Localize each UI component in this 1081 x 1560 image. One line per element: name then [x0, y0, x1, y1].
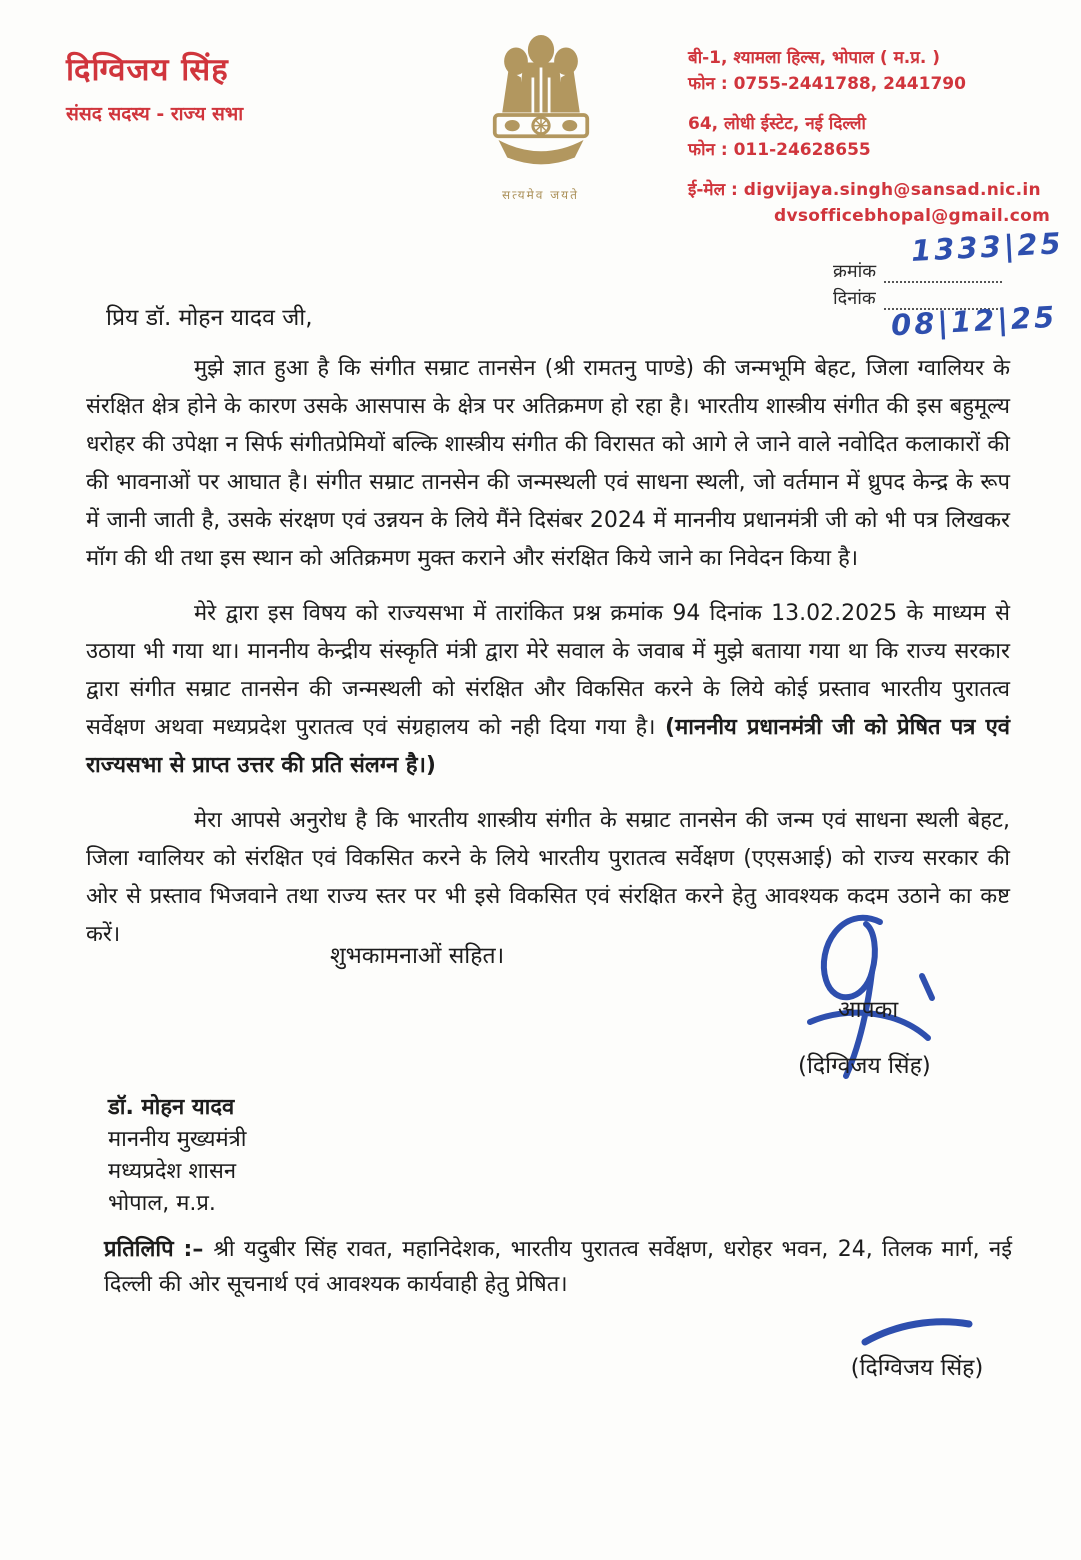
initial-stroke-icon [857, 1312, 977, 1350]
recipient-name: डॉ. मोहन यादव [108, 1095, 235, 1120]
delhi-address [688, 112, 1048, 163]
letterhead-emblem [466, 30, 616, 203]
bhopal-address [688, 46, 1048, 97]
recipient-block [108, 1092, 247, 1220]
copy-to-block [104, 1232, 1012, 1302]
copy-signature-block [792, 1312, 1042, 1382]
ref-date-label: दिनांक [833, 288, 876, 309]
ref-number-label: क्रमांक [833, 261, 877, 282]
sender-name: दिग्विजय सिंह [66, 52, 229, 88]
recipient-title: माननीय मुख्यमंत्री [108, 1127, 247, 1152]
recipient-org: मध्यप्रदेश शासन [108, 1159, 237, 1184]
paragraph-2-bold-note: (माननीय प्रधानमंत्री जी को प्रेषित पत्र एवं राज्यसभा से प्राप्त उत्तर की प्रति संलग्न है।) [86, 715, 1010, 778]
copy-signatory-name: (दिग्विजय सिंह) [850, 1355, 984, 1381]
signature-name: (दिग्विजय सिंह) [798, 1053, 931, 1079]
letterhead-sender [66, 48, 243, 126]
bhopal-phone: फोन : 0755-2441788, 2441790 [688, 73, 966, 94]
paragraph-1: मुझे ज्ञात हुआ है कि संगीत सम्राट तानसेन (श्री रामतनु पाण्डे) की जन्मभूमि बेहट, जिला ग्वालियर के संरक्षित क्षेत्र होने के कारण उसके आसपास के क्षेत्र पर अतिक्रमण हो रहा है। भारतीय शास्त्रीय संगीत की इस बहुमूल्य धरोहर की उपेक्षा न सिर्फ संगीतप्रेमियों बल्कि शास्त्रीय संगीत की विरासत को आगे ले जाने वाले नवोदित कलाकारों की की भावनाओं पर आघात है। संगीत सम्राट तानसेन की जन्मस्थली एवं साधना स्थली, जो वर्तमान में ध्रुपद केन्द्र के रूप में जानी जाती है, उसके संरक्षण एवं उन्नयन के लिये मैंने दिसंबर 2024 में माननीय प्रधानमंत्री जी को भी पत्र लिखकर मॉग की थी तथा इस स्थान को अतिक्रमण मुक्त कराने और संरक्षित किये जाने का निवेदन किया है। [86, 356, 1010, 571]
letterhead-contact [688, 46, 1051, 244]
reference-block [833, 226, 1065, 343]
delhi-phone: फोन : 011-24628655 [688, 139, 871, 160]
handwritten-ref-number: 1333|25 [910, 226, 1065, 268]
signature-yours: आपका [838, 997, 899, 1023]
email-label: ई-मेल : [688, 180, 738, 200]
paragraph-2-main: मेरे द्वारा इस विषय को राज्यसभा में तारांकित प्रश्न क्रमांक 94 दिनांक 13.02.2025 के माध्यम से उठाया भी गया था। माननीय केन्द्रीय संस्कृति मंत्री द्वारा मेरे सवाल के जवाब में मुझे बताया गया था कि राज्य सरकार द्वारा संगीत सम्राट तानसेन की जन्मस्थली को संरक्षित और विकसित करने के लिये कोई प्रस्ताव भारतीय पुरातत्व सर्वेक्षण अथवा मध्यप्रदेश पुरातत्व एवं संग्रहालय को नही दिया गया है। [86, 601, 1010, 740]
salutation: प्रिय डॉ. मोहन यादव जी, [106, 305, 313, 331]
paragraph-2 [86, 595, 1010, 785]
bhopal-address-line: बी-1, श्यामला हिल्स, भोपाल ( म.प्र. ) [688, 48, 941, 68]
email-secondary: dvsofficebhopal@gmail.com [774, 205, 1051, 226]
recipient-city: भोपाल, म.प्र. [108, 1191, 216, 1216]
copy-text: श्री यदुबीर सिंह रावत, महानिदेशक, भारतीय पुरातत्व सर्वेक्षण, धरोहर भवन, 24, तिलक मार्ग, नई दिल्ली की ओर सूचनार्थ एवं आवश्यक कार्यवाही हेतु प्रेषित। [104, 1237, 1012, 1297]
delhi-address-line: 64, लोधी ईस्टेट, नई दिल्ली [688, 114, 866, 134]
email-primary: digvijaya.singh@sansad.nic.in [743, 180, 1041, 200]
handwritten-date: 08|12|25 [890, 299, 1059, 343]
signature-block [780, 910, 1050, 1100]
ref-number-dotted-line [884, 266, 1002, 283]
sender-designation: संसद सदस्य - राज्य सभा [66, 103, 244, 125]
closing-line: शुभकामनाओं सहित। [330, 943, 505, 969]
copy-label: प्रतिलिपि :– [104, 1237, 214, 1262]
email-block [688, 178, 1051, 229]
state-emblem-of-india-icon [478, 30, 604, 180]
letter-body [86, 350, 1010, 971]
paragraph-3: मेरा आपसे अनुरोध है कि भारतीय शास्त्रीय संगीत के सम्राट तानसेन की जन्म एवं साधना स्थली बेहट, जिला ग्वालियर को संरक्षित एवं विकसित करने के लिये भारतीय पुरातत्व सर्वेक्षण (एएसआई) को राज्य सरकार की ओर से प्रस्ताव भिजवाने तथा राज्य स्तर पर भी इसे विकसित एवं संरक्षित करने हेतु आवश्यक कदम उठाने का कष्ट करें। [86, 808, 1010, 947]
emblem-caption: सत्यमेव जयते [502, 188, 579, 202]
